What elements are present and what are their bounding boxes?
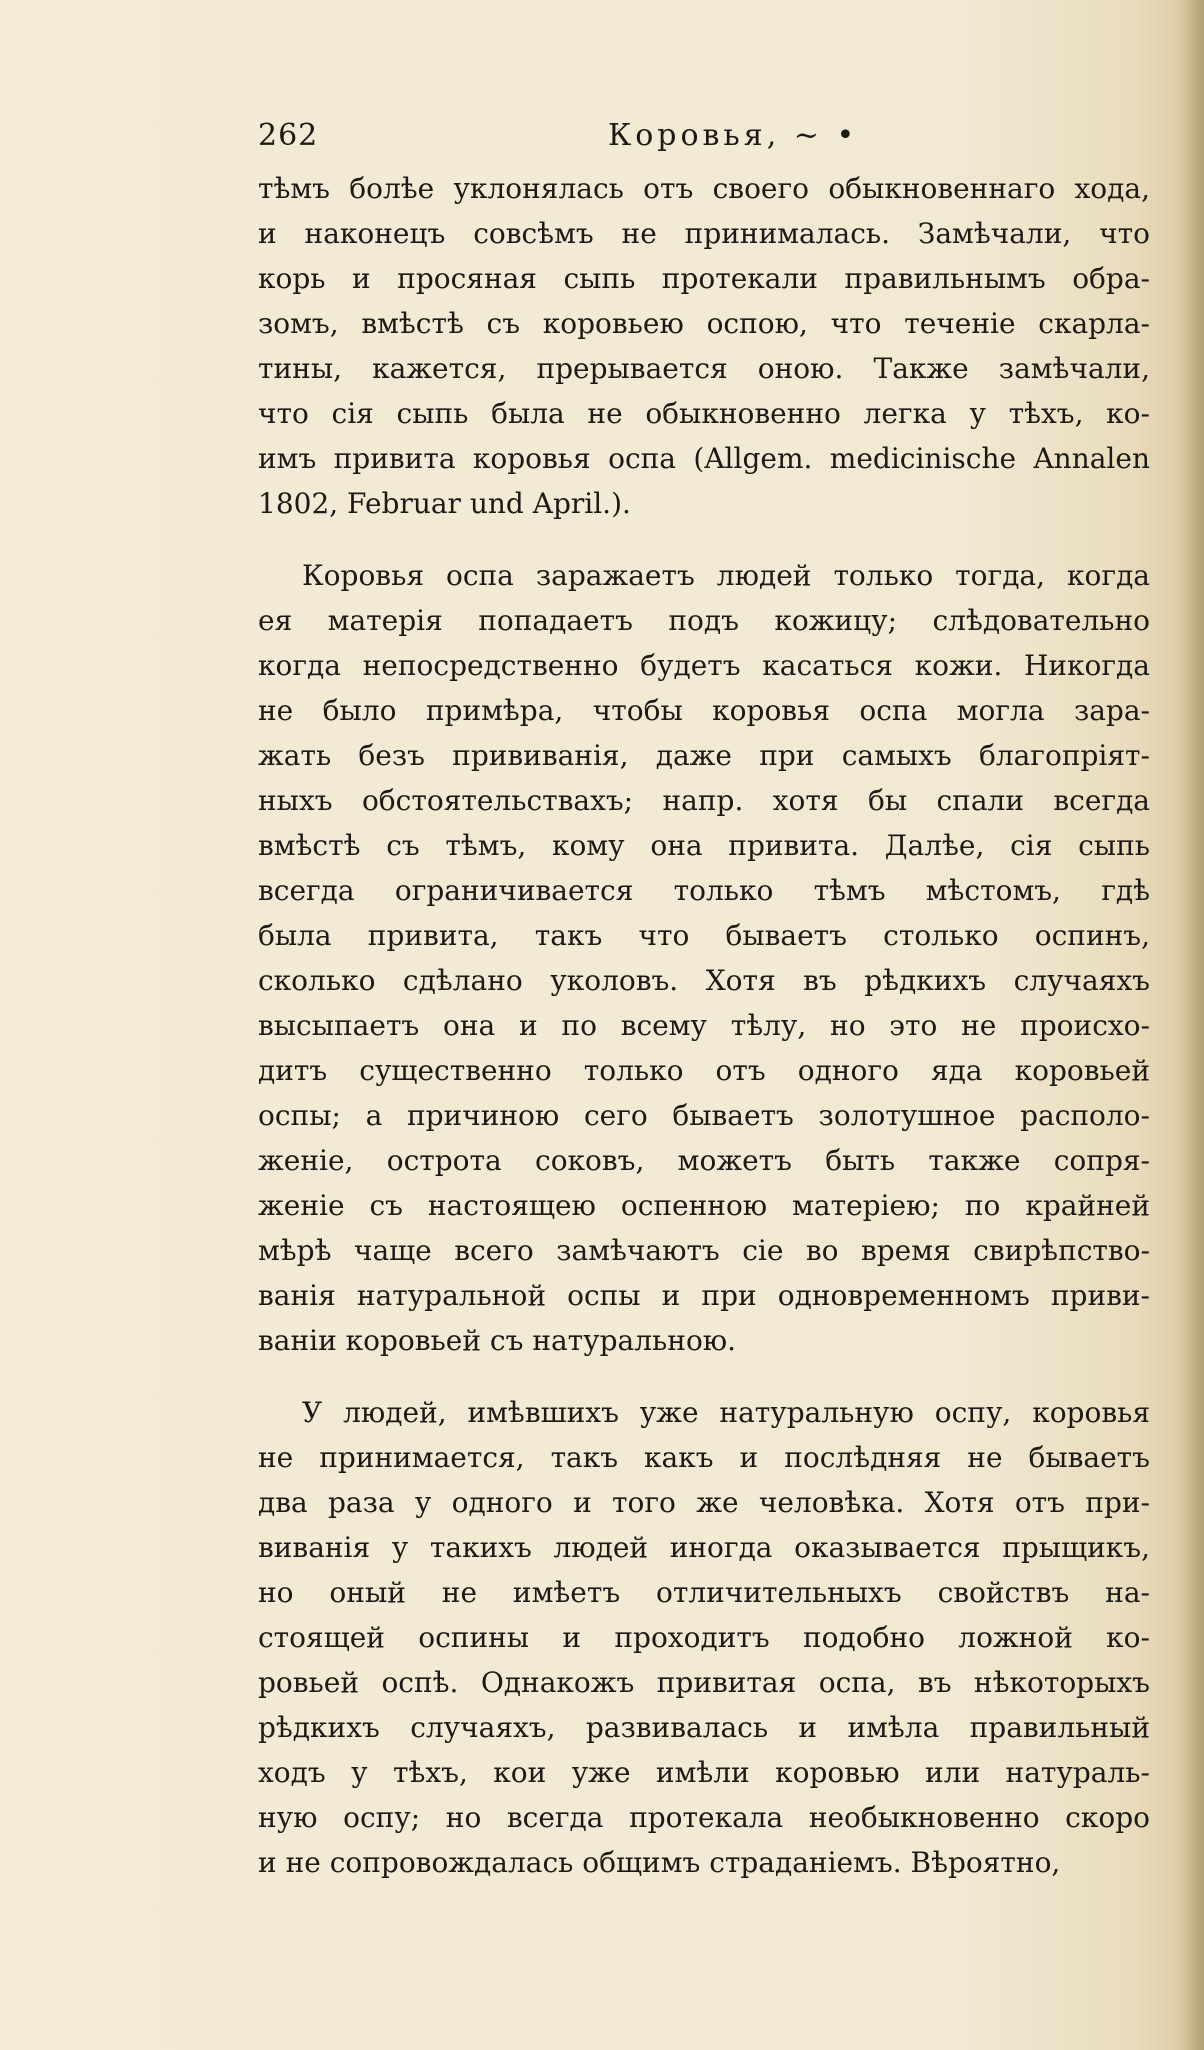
text-line: зомъ, вмѣстѣ съ коровьею оспою, что теченіе скарла- bbox=[258, 307, 1150, 340]
text-line: корь и просяная сыпь протекали правильнымъ обра- bbox=[258, 262, 1150, 295]
text-line: имъ привита коровья оспа (Allgem. medicinische Annalen bbox=[258, 442, 1150, 475]
text-line: сколько сдѣлано уколовъ. Хотя въ рѣдкихъ случаяхъ bbox=[258, 964, 1150, 997]
text-line: была привита, такъ что бываетъ столько оспинъ, bbox=[258, 919, 1150, 952]
body-text bbox=[258, 166, 1150, 1885]
text-line: когда непосредственно будетъ касаться кожи. Никогда bbox=[258, 649, 1150, 682]
paragraph-gap bbox=[258, 1363, 1150, 1390]
text-line: что сія сыпь была не обыкновенно легка у тѣхъ, ко- bbox=[258, 397, 1150, 430]
text-line: не принимается, такъ какъ и послѣдняя не бываетъ bbox=[258, 1441, 1150, 1474]
text-line: виванія у такихъ людей иногда оказывается прыщикъ, bbox=[258, 1531, 1150, 1564]
text-line: рѣдкихъ случаяхъ, развивалась и имѣла правильный bbox=[258, 1711, 1150, 1744]
running-title: Коровья, ~ • bbox=[608, 118, 859, 153]
text-line: женіе съ настоящею оспенною матеріею; по крайней bbox=[258, 1189, 1150, 1222]
paragraph-gap bbox=[258, 526, 1150, 553]
paragraph bbox=[258, 166, 1150, 526]
text-line: не было примѣра, чтобы коровья оспа могла зара- bbox=[258, 694, 1150, 727]
page-header bbox=[258, 118, 1158, 166]
text-line: мѣрѣ чаще всего замѣчаютъ сіе во время свирѣпство- bbox=[258, 1234, 1150, 1267]
text-line: жать безъ прививанія, даже при самыхъ благопріят- bbox=[258, 739, 1150, 772]
text-line: ную оспу; но всегда протекала необыкновенно скоро bbox=[258, 1801, 1150, 1834]
text-line: оспы; а причиною сего бываетъ золотушное располо- bbox=[258, 1099, 1150, 1132]
paragraph bbox=[258, 553, 1150, 1363]
text-line: вмѣстѣ съ тѣмъ, кому она привита. Далѣе, сія сыпь bbox=[258, 829, 1150, 862]
text-line: ныхъ обстоятельствахъ; напр. хотя бы спали всегда bbox=[258, 784, 1150, 817]
text-line: тины, кажется, прерывается оною. Также замѣчали, bbox=[258, 352, 1150, 385]
text-line: 1802, Februar und April.). bbox=[258, 487, 631, 520]
text-line: ваніи коровьей съ натуральною. bbox=[258, 1324, 737, 1357]
text-line: и наконецъ совсѣмъ не принималась. Замѣчали, что bbox=[258, 217, 1150, 250]
text-line: ходъ у тѣхъ, кои уже имѣли коровью или натураль- bbox=[258, 1756, 1150, 1789]
text-line: всегда ограничивается только тѣмъ мѣстомъ, гдѣ bbox=[258, 874, 1150, 907]
text-line: тѣмъ болѣе уклонялась отъ своего обыкновеннаго хода, bbox=[258, 172, 1150, 205]
text-line: женіе, острота соковъ, можетъ быть также сопря- bbox=[258, 1144, 1150, 1177]
text-line: Коровья оспа заражаетъ людей только тогда, когда bbox=[302, 559, 1150, 592]
paragraph bbox=[258, 1390, 1150, 1885]
text-line: но оный не имѣетъ отличительныхъ свойствъ на- bbox=[258, 1576, 1150, 1609]
page-edge-shadow bbox=[1178, 0, 1204, 2050]
text-line: У людей, имѣвшихъ уже натуральную оспу, коровья bbox=[302, 1396, 1150, 1429]
text-line: стоящей оспины и проходитъ подобно ложной ко- bbox=[258, 1621, 1150, 1654]
page-number: 262 bbox=[258, 118, 319, 153]
text-line: высыпаетъ она и по всему тѣлу, но это не происхо- bbox=[258, 1009, 1150, 1042]
text-line: ровьей оспѣ. Однакожъ привитая оспа, въ нѣкоторыхъ bbox=[258, 1666, 1150, 1699]
text-line: ея матерія попадаетъ подъ кожицу; слѣдовательно bbox=[258, 604, 1150, 637]
text-line: ванія натуральной оспы и при одновременномъ приви- bbox=[258, 1279, 1150, 1312]
text-line: дитъ существенно только отъ одного яда коровьей bbox=[258, 1054, 1150, 1087]
text-line: и не сопровождалась общимъ страданіемъ. Вѣроятно, bbox=[258, 1846, 1061, 1879]
text-line: два раза у одного и того же человѣка. Хотя отъ при- bbox=[258, 1486, 1150, 1519]
